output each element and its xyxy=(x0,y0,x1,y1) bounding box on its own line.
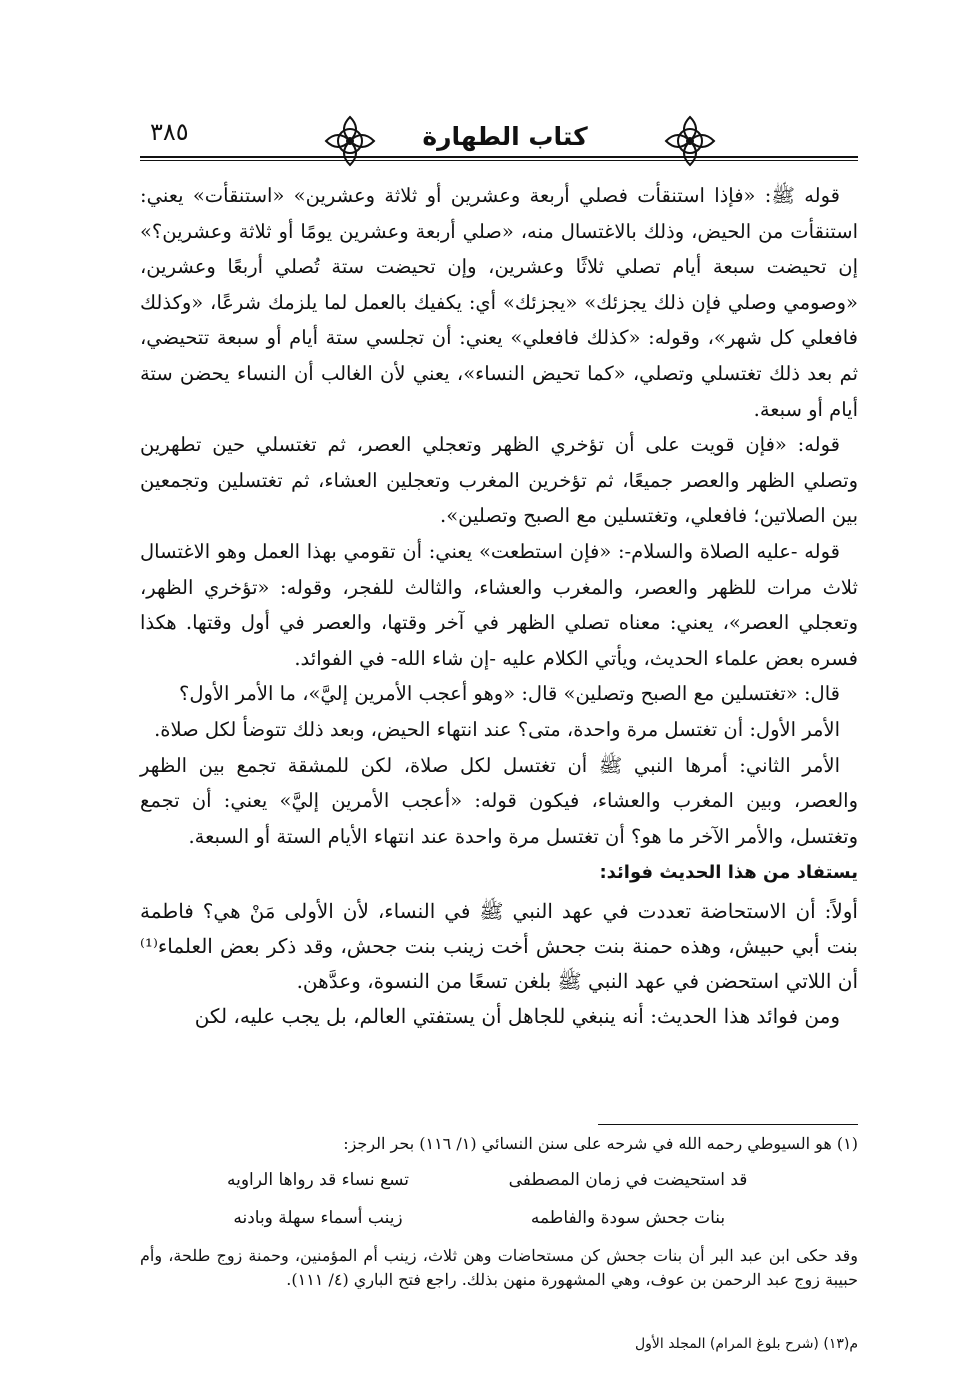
header-rule-thin xyxy=(140,160,858,161)
paragraph: الأمر الأول: أن تغتسل مرة واحدة، متى؟ عند انتهاء الحيض، وبعد ذلك تتوضأ لكل صلاة. xyxy=(154,717,840,741)
signature-line: م(١٣) (شرح بلوغ المرام) المجلد الأول xyxy=(634,1336,858,1352)
paragraph: قوله ﷺ: «فإذا استنقأت فصلي أربعة وعشرين أو ثلاثة وعشرين» «استنقأت» يعني: استنقأت من الحيض، وذلك بالاغتسال منه، «صلي أربعة وعشرين يومًا أو ثلاثة وعشرين؟» إن تحيضت سبعة أيام تصلي ثلاثًا وعشرين، وإن تحيضت ستة تُصلي أربعًا وعشرين، «وصومي وصلي فإن ذلك يجزئك» «يجزئك» أي: يكفيك بالعمل لما يلزمك شرعًا، «وكذلك فافعلي كل شهر»، وقوله: «كذلك فافعلي» يعني: أن تجلسي ستة أيام أو سبعة تتحيضي، ثم بعد ذلك تغتسلي وتصلي، «كما تحيض النساء»، يعني لأن الغالب أن النساء يحضن ستة أيام أو سبعة. xyxy=(140,184,858,421)
footnote-text: وقد حكى ابن عبد البر أن بنات جحش كن مستحاضات وهن ثلاث، زينب أم المؤمنين، وحمنة زوج طلحة، وأم حبيبة زوج عبد الرحمن بن عوف، وهي المشهورة منهن بذلك. راجع فتح الباري (٤/ ١١١). xyxy=(140,1246,858,1289)
main-text xyxy=(140,178,858,1034)
page-header xyxy=(140,112,858,174)
page-number: ٣٨٥ xyxy=(150,118,189,146)
benefit-paragraph: أولاً: أن الاستحاضة تعددت في عهد النبي ﷺ في النساء، لأن الأولى مَنْ هي؟ فاطمة بنت أبي حبيش، وهذه حمنة بنت جحش أخت زينب بنت جحش، وقد ذكر بعض العلماء⁽¹⁾ أن اللاتي استحضن في عهد النبي ﷺ بلغن تسعًا من النسوة، وعدَّهن. xyxy=(140,899,858,994)
footnote-separator xyxy=(598,1124,858,1125)
paragraph: قوله: «فإن قويت على أن تؤخري الظهر وتعجلي العصر، ثم تغتسلي حين تطهرين وتصلي الظهر والعصر جميعًا، ثم تؤخرين المغرب وتعجلين العشاء، ثم تغتسلين وتجمعين بين الصلاتين؛ فافعلي، وتغتسلين مع الصبح وتصلين». xyxy=(140,433,858,528)
footnote-intro: (١) هو السيوطي رحمه الله في شرحه على سنن النسائي (١/ ١١٦) بحر الرجز: xyxy=(343,1134,858,1153)
verse-hemistich: تسع نساء قد رواها الراويه xyxy=(226,1170,410,1190)
header-rule xyxy=(140,156,858,158)
arabesque-ornament-icon xyxy=(320,112,380,170)
section-heading: يستفاد من هذا الحديث فوائد: xyxy=(599,862,858,884)
paragraph: قوله -عليه الصلاة والسلام-: «فإن استطعت» يعني: أن تقومي بهذا العمل وهو الاغتسال ثلاث مرات للظهر والعصر، والمغرب والعشاء، والثالث للفجر، وقوله: «تؤخري الظهر، وتعجلي العصر»، يعني: معناه تصلي الظهر في آخر وقتها، والعصر في أول وقتها. هكذا فسره بعض علماء الحديث، ويأتي الكلام عليه -إن شاء الله- في الفوائد. xyxy=(140,539,858,670)
verse-hemistich: زينب أسماء سهلة وبادنه xyxy=(233,1208,403,1228)
paragraph: قال: «تغتسلين مع الصبح وتصلين» قال: «وهو أعجب الأمرين إليَّ»، ما الأمر الأول؟ xyxy=(179,682,840,706)
verse-hemistich: قد استحيضت في زمان المصطفى xyxy=(508,1170,748,1190)
verse-hemistich: بنات جحش سودة والفاطمه xyxy=(530,1208,726,1228)
benefit-paragraph: ومن فوائد هذا الحديث: أنه ينبغي للجاهل أن يستفتي العالم، بل يجب عليه، لكن xyxy=(194,1004,840,1029)
paragraph: الأمر الثاني: أمرها النبي ﷺ أن تغتسل لكل صلاة، لكن للمشقة تجمع بين الظهر والعصر، وبين المغرب والعشاء، فيكون قوله: «أعجب الأمرين إليَّ» يعني: أن تجمع وتغتسل، والأمر الآخر ما هو؟ أن تغتسل مرة واحدة عند انتهاء الأيام الستة أو السبعة. xyxy=(140,753,858,848)
book-title: كتاب الطهارة xyxy=(422,122,588,151)
arabesque-ornament-icon xyxy=(660,112,720,170)
